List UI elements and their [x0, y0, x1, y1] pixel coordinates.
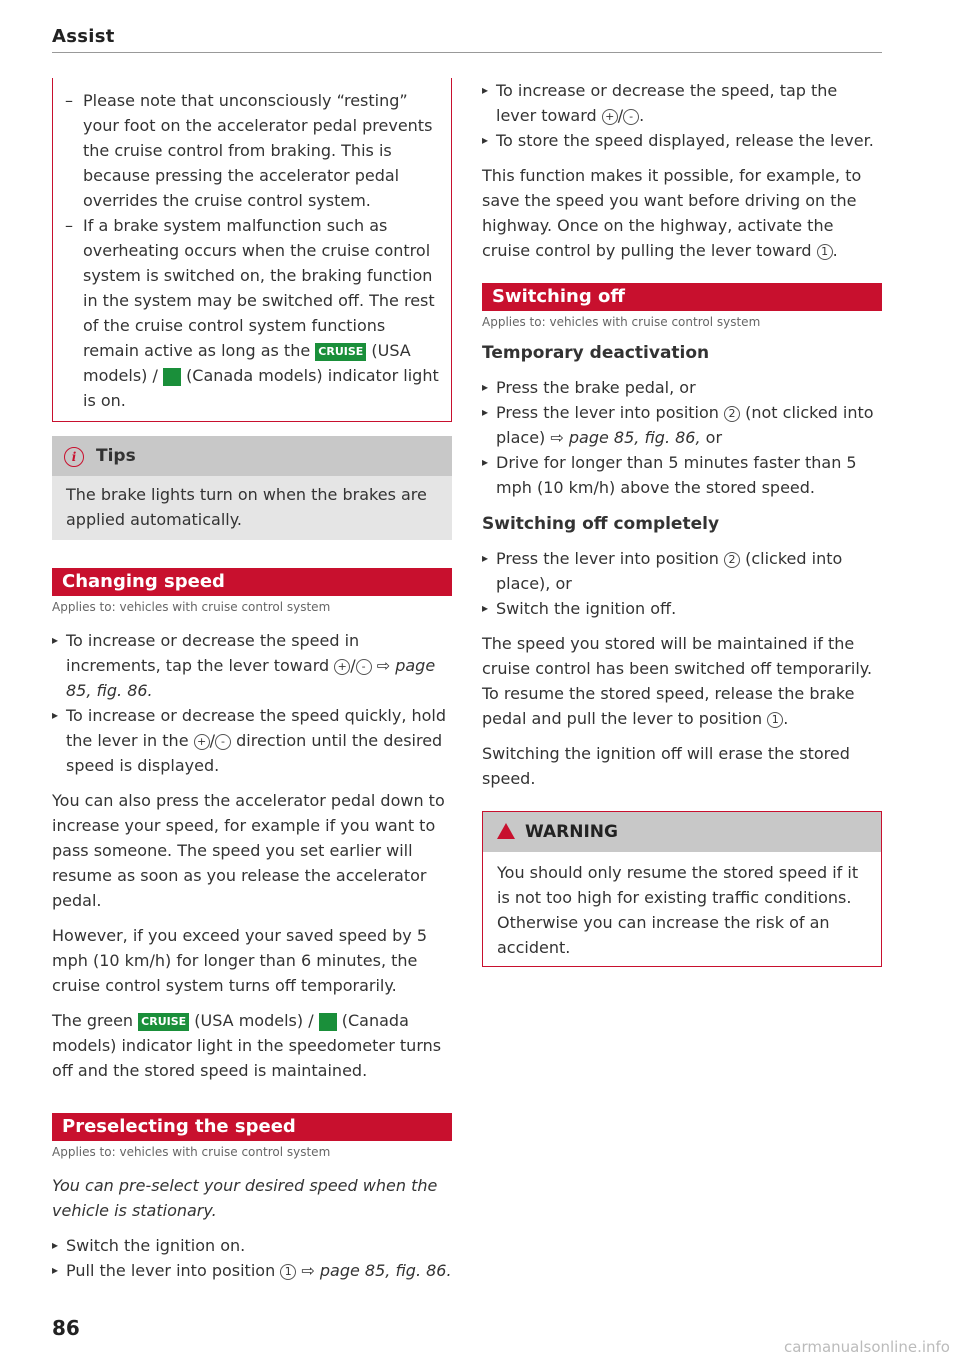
- applies-note: Applies to: vehicles with cruise control system: [52, 600, 331, 614]
- changing-speed-heading: Changing speed: [52, 568, 452, 596]
- switching-off-completely-heading: Switching off completely: [482, 514, 720, 534]
- note-item: – Please note that unconsciously “resting” your foot on the accelerator pedal prevents the cruise control from braking. This is because pressing the accelerator pedal overrides the cruise control system.: [65, 88, 439, 213]
- paragraph: This function makes it possible, for example, to save the speed you want before driving on the highway. Once on the highway, activate the cruise control by pulling the lever toward 1 .: [482, 166, 862, 260]
- applies-note: Applies to: vehicles with cruise control system: [482, 315, 761, 329]
- temporary-deactivation-heading: Temporary deactivation: [482, 343, 710, 363]
- paragraph: The green CRUISE (USA models) / (Canada models) indicator light in the speedometer turns off and the stored speed is maintained.: [52, 1011, 442, 1080]
- position-1-icon: 1: [280, 1264, 296, 1280]
- tips-text: The brake lights turn on when the brakes are applied automatically.: [66, 485, 427, 529]
- intro-text: You can pre-select your desired speed when the vehicle is stationary.: [52, 1176, 438, 1220]
- instruction-step: ▸ Press the lever into position 2 (not clicked into place) ⇨ page 85, fig. 86, or: [482, 400, 882, 450]
- instruction-step: ▸ To increase or decrease the speed, tap the lever toward + / - .: [482, 78, 882, 128]
- instruction-step: ▸ Pull the lever into position 1 ⇨ page 85, fig. 86.: [52, 1258, 452, 1283]
- cruise-indicator-icon: CRUISE: [315, 343, 366, 361]
- warning-icon: [497, 823, 515, 839]
- minus-icon: -: [623, 109, 639, 125]
- page-number: 86: [52, 1316, 80, 1340]
- instruction-step: ▸ Press the brake pedal, or: [482, 375, 882, 400]
- left-column: [52, 78, 452, 1283]
- minus-icon: -: [356, 659, 372, 675]
- position-2-icon: 2: [724, 406, 740, 422]
- plus-icon: +: [602, 109, 618, 125]
- canada-cruise-indicator-icon: [319, 1013, 337, 1031]
- instruction-step: ▸ Switch the ignition on.: [52, 1233, 452, 1258]
- plus-icon: +: [194, 734, 210, 750]
- info-icon: i: [64, 447, 84, 467]
- instruction-step: ▸ Switch the ignition off.: [482, 596, 882, 621]
- warning-text: You should only resume the stored speed if it is not too high for existing traffic conditions. Otherwise you can increase the risk of an accident.: [497, 863, 859, 957]
- watermark: carmanualsonline.info: [784, 1338, 950, 1356]
- paragraph: You can also press the accelerator pedal down to increase your speed, for example if you want to pass someone. The speed you set earlier will resume as soon as you release the accelerator pedal.: [52, 791, 445, 910]
- note-item: – If a brake system malfunction such as overheating occurs when the cruise control system is switched on, the braking function in the system may be switched off. The rest of the cruise control system functions remain active as long as the CRUISE (USA models) / (Canada models) indicator light is on.: [65, 213, 439, 413]
- preselecting-speed-heading: Preselecting the speed: [52, 1113, 452, 1141]
- page-reference: ⇨ page 85, fig. 86.: [301, 1261, 452, 1280]
- canada-cruise-indicator-icon: [163, 368, 181, 386]
- tips-body: [52, 476, 452, 540]
- instruction-step: ▸ Drive for longer than 5 minutes faster than 5 mph (10 km/h) above the stored speed.: [482, 450, 882, 500]
- notes-box: [52, 78, 452, 422]
- instruction-step: ▸ To increase or decrease the speed in increments, tap the lever toward + / - ⇨ page 85, fig. 86.: [52, 628, 452, 703]
- paragraph: Switching the ignition off will erase the stored speed.: [482, 744, 850, 788]
- tips-heading: i Tips: [52, 436, 452, 476]
- instruction-step: ▸ To increase or decrease the speed quickly, hold the lever in the + / - direction until the desired speed is displayed.: [52, 703, 452, 778]
- page-reference: ⇨ page 85, fig. 86,: [550, 428, 701, 447]
- paragraph: The speed you stored will be maintained if the cruise control has been switched off temporarily. To resume the stored speed, release the brake pedal and pull the lever to position 1 .: [482, 634, 873, 728]
- section-header: Assist: [52, 26, 115, 47]
- position-1-icon: 1: [817, 244, 833, 260]
- page-reference: ⇨ page 85, fig. 86.: [66, 656, 436, 700]
- applies-note: Applies to: vehicles with cruise control system: [52, 1145, 331, 1159]
- instruction-step: ▸ To store the speed displayed, release the lever.: [482, 128, 882, 153]
- warning-heading: WARNING: [482, 811, 882, 852]
- right-column: [482, 78, 882, 967]
- position-2-icon: 2: [724, 552, 740, 568]
- minus-icon: -: [215, 734, 231, 750]
- cruise-indicator-icon: CRUISE: [138, 1013, 189, 1031]
- warning-body: [482, 852, 882, 967]
- switching-off-heading: Switching off: [482, 283, 882, 311]
- position-1-icon: 1: [767, 712, 783, 728]
- instruction-step: ▸ Press the lever into position 2 (clicked into place), or: [482, 546, 882, 596]
- plus-icon: +: [334, 659, 350, 675]
- header-divider: [52, 52, 882, 53]
- paragraph: However, if you exceed your saved speed by 5 mph (10 km/h) for longer than 6 minutes, the cruise control system turns off temporarily.: [52, 926, 428, 995]
